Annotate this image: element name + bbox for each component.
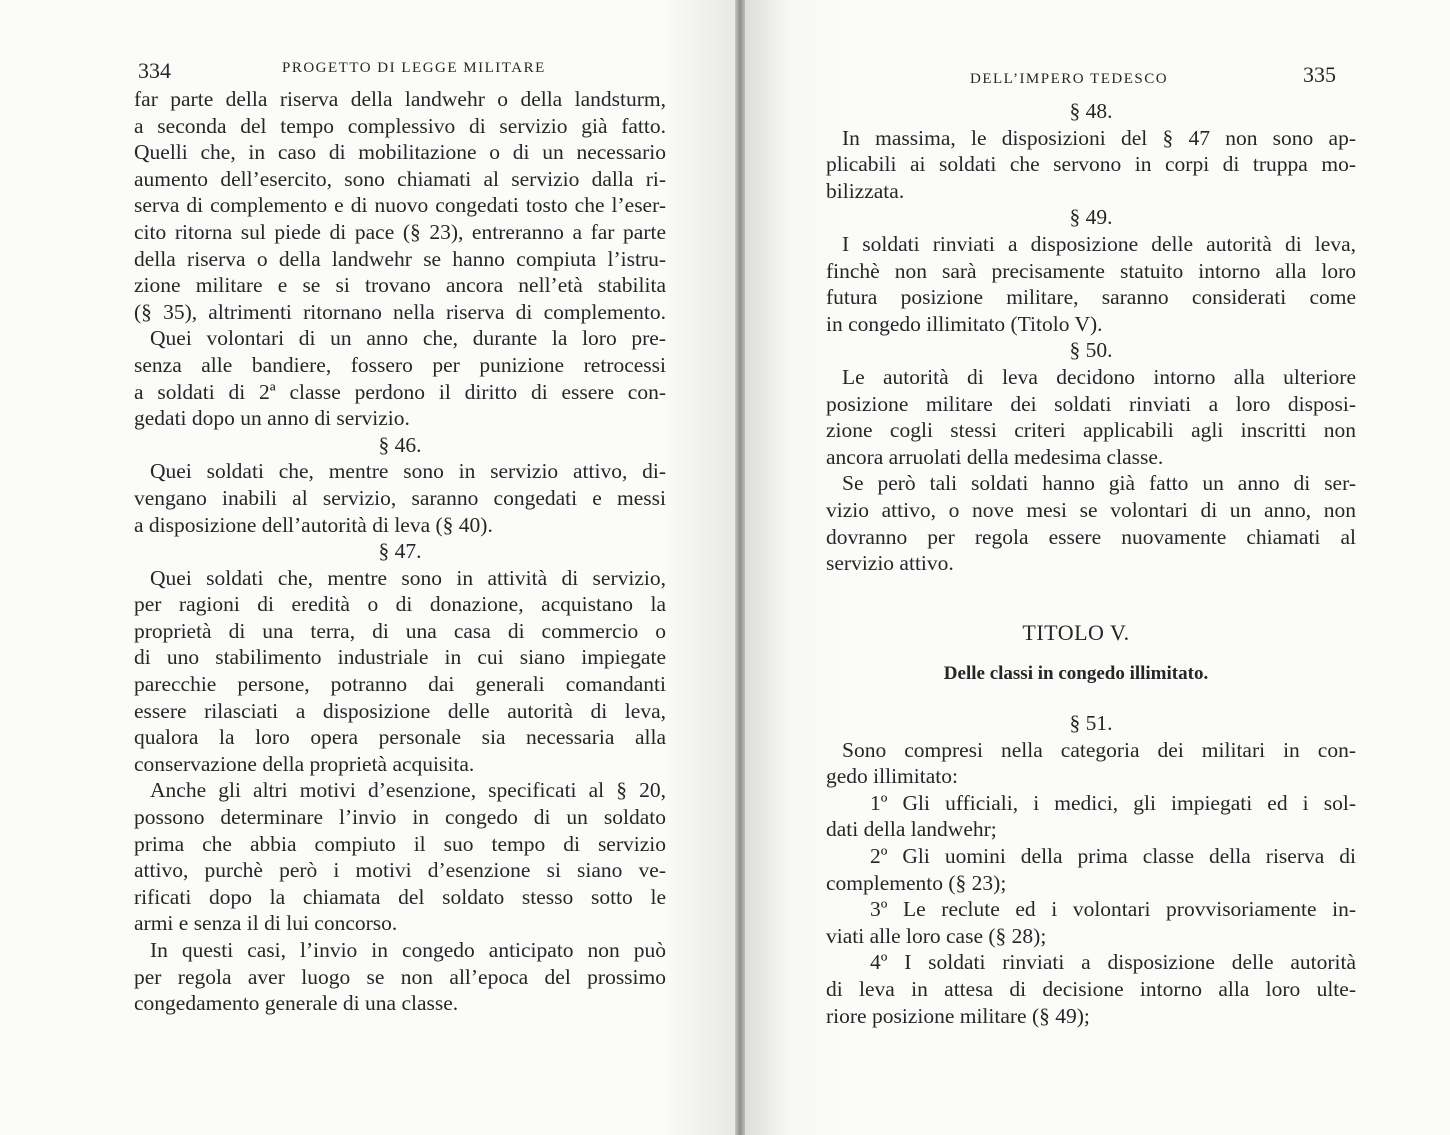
text-line: aumento dell’esercito, sono chiamati al servizio dalla ri- <box>134 166 666 191</box>
text-line: (§ 35), altrimenti ritornano nella riserva di complemento. <box>134 299 666 324</box>
text-line: 2º Gli uomini della prima classe della riserva di <box>870 843 1356 868</box>
text-line: servizio attivo. <box>826 551 954 576</box>
text-line: Quei volontari di un anno che, durante la loro pre- <box>150 326 666 351</box>
text-line: a seconda del tempo complessivo di servizio già fatto. <box>134 113 666 138</box>
text-line: cito ritorna sul piede di pace (§ 23), entreranno a far parte <box>134 219 666 244</box>
left-page-number: 334 <box>138 58 171 83</box>
text-line: viati alle loro case (§ 28); <box>826 923 1047 948</box>
text-line: conservazione della proprietà acquisita. <box>134 751 475 776</box>
text-line: gedo illimitato: <box>826 764 958 789</box>
text-line: riore posizione militare (§ 49); <box>826 1003 1090 1028</box>
left-body-text <box>134 86 666 1017</box>
text-line: 3º Le reclute ed i volontari provvisoriamente in- <box>870 897 1356 922</box>
text-line: vengano inabili al servizio, saranno congedati e messi <box>134 485 666 510</box>
text-line: far parte della riserva della landwehr o della landsturm, <box>134 87 666 111</box>
text-line: 1º Gli ufficiali, i medici, gli impiegati ed i sol- <box>870 790 1356 815</box>
section-number: § 51. <box>1069 711 1113 735</box>
text-line: a disposizione dell’autorità di leva (§ 40). <box>134 512 493 537</box>
text-line: di leva in attesa di decisione intorno alla loro ulte- <box>826 976 1356 1001</box>
text-line: essere rilasciati a disposizione delle autorità di leva, <box>134 698 666 723</box>
section-number: § 48. <box>1069 99 1113 123</box>
text-line: per ragioni di eredità o di donazione, acquistano la <box>134 592 666 617</box>
text-line: dati della landwehr; <box>826 817 997 842</box>
text-line: Le autorità di leva decidono intorno alla ulteriore <box>842 364 1356 389</box>
text-line: attivo, purchè però i motivi d’esenzione si siano ve- <box>134 858 666 883</box>
text-line: serva di complemento e di nuovo congedati tosto che l’eser- <box>134 193 666 218</box>
text-line: qualora la loro opera personale sia necessaria alla <box>134 725 666 750</box>
text-line: finchè non sarà precisamente statuito intorno alla loro <box>826 258 1356 283</box>
text-line: I soldati rinviati a disposizione delle autorità di leva, <box>842 231 1356 256</box>
left-running-header: PROGETTO DI LEGGE MILITARE <box>282 60 546 76</box>
text-line: dovranno per regola essere nuovamente chiamati al <box>826 524 1356 549</box>
text-line: ancora arruolati della medesima classe. <box>826 444 1164 469</box>
text-line: prima che abbia compiuto il suo tempo di servizio <box>134 831 666 856</box>
text-line: In questi casi, l’invio in congedo anticipato non può <box>150 938 666 962</box>
text-line: In massima, le disposizioni del § 47 non sono ap- <box>842 125 1356 150</box>
right-body-text-bottom <box>826 710 1356 1029</box>
text-line: in congedo illimitato (Titolo V). <box>826 311 1103 336</box>
text-line: zione cogli stessi criteri applicabili agli inscritti non <box>826 418 1356 443</box>
chapter-subtitle: Delle classi in congedo illimitato. <box>943 663 1209 684</box>
text-line: Anche gli altri motivi d’esenzione, specificati al § 20, <box>150 778 666 803</box>
text-line: bilizzata. <box>826 178 905 203</box>
text-line: parecchie persone, potranno dai generali comandanti <box>134 672 666 697</box>
text-line: Quei soldati che, mentre sono in attività di servizio, <box>150 565 666 590</box>
text-line: possono determinare l’invio in congedo di un soldato <box>134 805 666 830</box>
text-line: posizione militare dei soldati rinviati a loro disposi- <box>826 391 1356 416</box>
chapter-heading <box>826 620 1326 685</box>
section-number: § 50. <box>1069 338 1113 363</box>
text-line: congedamento generale di una classe. <box>134 991 459 1016</box>
text-line: complemento (§ 23); <box>826 870 1007 895</box>
text-line: Sono compresi nella categoria dei militari in con- <box>842 737 1356 762</box>
text-line: 4º I soldati rinviati a disposizione delle autorità <box>870 950 1356 975</box>
text-line: Quei soldati che, mentre sono in servizio attivo, di- <box>150 459 666 484</box>
text-line: zione militare e se si trovano ancora nell’età stabilita <box>134 273 666 298</box>
text-line: della riserva o della landwehr se hanno compiuta l’istru- <box>134 246 666 271</box>
chapter-title: TITOLO V. <box>1022 620 1130 645</box>
text-line: proprietà di una terra, di una casa di commercio o <box>134 618 666 643</box>
text-line: Se però tali soldati hanno già fatto un anno di ser- <box>842 471 1356 496</box>
text-line: di uno stabilimento industriale in cui siano impiegate <box>134 645 666 670</box>
text-line: a soldati di 2ª classe perdono il diritto di essere con- <box>134 379 666 404</box>
text-line: gedati dopo un anno di servizio. <box>134 406 410 431</box>
text-line: futura posizione militare, saranno considerati come <box>826 285 1356 310</box>
text-line: rificati dopo la chiamata del soldato stesso sotto le <box>134 884 666 909</box>
section-number: § 47. <box>378 539 422 564</box>
right-page-number: 335 <box>1303 62 1336 87</box>
right-page <box>745 0 1450 1135</box>
section-number: § 49. <box>1069 205 1113 230</box>
right-running-header: DELL’IMPERO TEDESCO <box>970 71 1169 87</box>
text-line: armi e senza il di lui concorso. <box>134 911 398 936</box>
book-gutter <box>735 0 745 1135</box>
text-line: vizio attivo, o nove mesi se volontari di un anno, non <box>826 497 1356 522</box>
text-line: per regola aver luogo se non all’epoca del prossimo <box>134 964 666 989</box>
section-number: § 46. <box>378 432 422 457</box>
text-line: plicabili ai soldati che servono in corpi di truppa mo- <box>826 152 1356 177</box>
text-line: Quelli che, in caso di mobilitazione o di un necessario <box>134 140 666 165</box>
right-body-text-top <box>826 98 1356 577</box>
text-line: senza alle bandiere, fossero per punizione retrocessi <box>134 352 666 377</box>
